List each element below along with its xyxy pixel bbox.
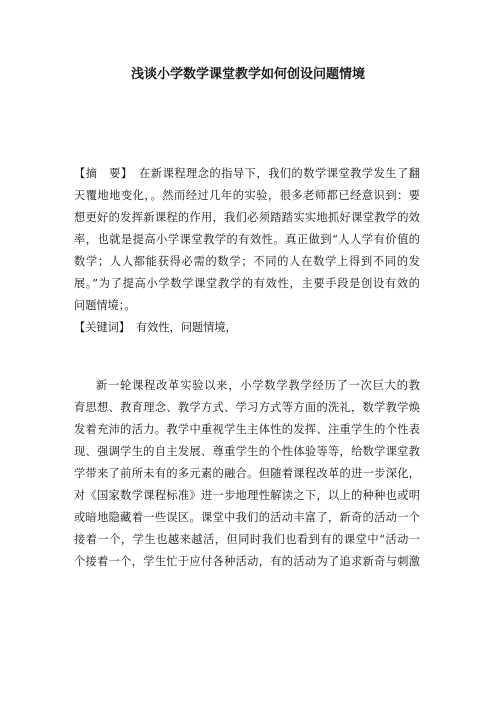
body-line: 现、强调学生的自主发展、尊重学生的个性体验等等，给数学课堂教: [74, 445, 420, 458]
abstract-line: 天覆地地变化，。然而经过几年的实验，很多老师都已经意识到：要: [74, 189, 420, 202]
keywords-text: 有效性，问题情境，: [135, 321, 237, 334]
abstract-line: 问题情境；。: [74, 299, 136, 312]
body-line: 育思想、教育理念、教学方式、学习方式等方面的洗礼，数学教学焕: [74, 401, 420, 414]
abstract-line: 率，也就是提高小学课堂教学的有效性。真正做到“人人学有价值的: [74, 233, 420, 246]
abstract-line: 数学；人人都能获得必需的数学；不同的人在数学上得到不同的发: [74, 255, 420, 268]
abstract-label: 【摘 要】: [74, 167, 133, 180]
body-line: 或暗地隐藏着一些误区。课堂中我们的活动丰富了，新奇的活动一个: [74, 511, 420, 524]
body-line: 个接着一个，学生忙于应付各种活动，有的活动为了追求新奇与刺激: [74, 555, 420, 568]
abstract-line-text: 在新课程理念的指导下，我们的数学课堂教学发生了翻: [138, 167, 420, 180]
body-line: 接着一个，学生也越来越活，但同时我们也看到有的课堂中“活动一: [74, 533, 420, 546]
document-title: 浅谈小学数学课堂教学如何创设问题情境: [130, 67, 365, 82]
keywords-line: [74, 320, 420, 336]
body-line: 学带来了前所未有的多元素的融合。但随着课程改革的进一步深化，: [74, 467, 420, 480]
abstract-line: 展。”为了提高小学数学课堂教学的有效性，主要手段是创设有效的: [74, 277, 420, 290]
abstract-line: [74, 166, 420, 182]
body-line: 对《国家数学课程标准》进一步地理性解读之下，以上的种种也或明: [74, 489, 420, 502]
abstract-line: 想更好的发挥新课程的作用，我们必须踏踏实实地抓好课堂教学的效: [74, 211, 420, 224]
keywords-label: 【关键词】: [74, 321, 130, 334]
body-line: 新一轮课程改革实验以来，小学数学教学经历了一次巨大的教: [96, 379, 420, 392]
body-line: 发着充沛的活力。教学中重视学生主体性的发挥、注重学生的个性表: [74, 423, 420, 436]
